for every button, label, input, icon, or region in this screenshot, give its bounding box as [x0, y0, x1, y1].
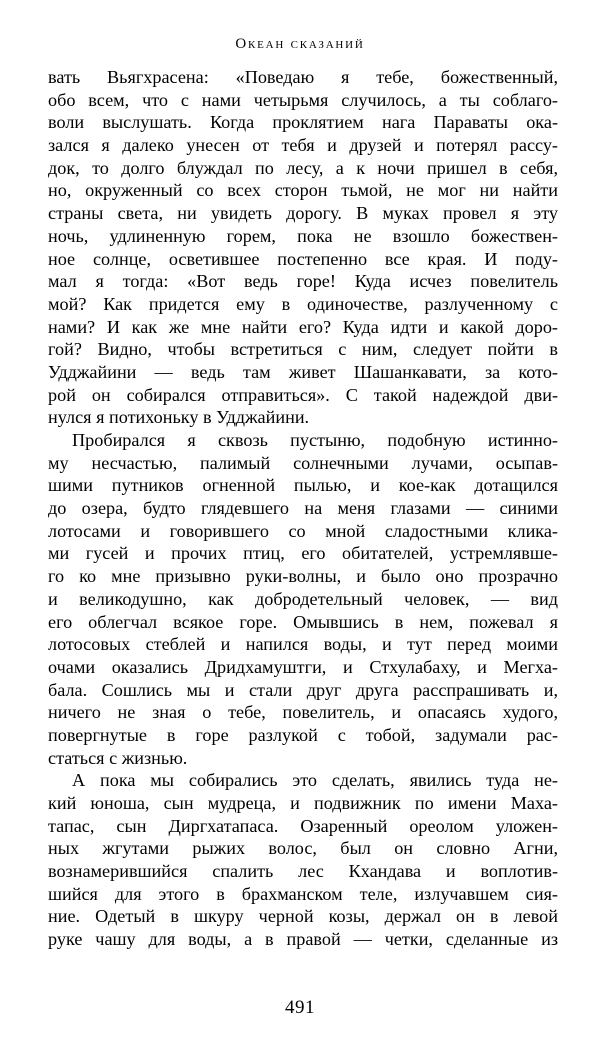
text-line: ние. Одетый в шкуру черной козы, держал он в левой [48, 906, 558, 927]
text-line: воли выслушать. Когда проклятием нага Параваты ока- [48, 112, 558, 133]
text-line: го ко мне призывно руки-волны, и было оно прозрачно [48, 566, 558, 587]
paragraph [48, 429, 558, 769]
text-line: Пробирался я сквозь пустыню, подобную истинно- [72, 430, 558, 450]
text-line: А пока мы собирались это сделать, явились туда не- [72, 770, 558, 791]
text-line: его облегчал всякое горе. Омывшись в нем, пожевал я [48, 611, 558, 632]
text-line: кий юноша, сын мудреца, и подвижник по имени Маха- [48, 793, 558, 813]
body-text [48, 66, 558, 951]
text-line: нулся я потихоньку в Удджайини. [48, 407, 310, 428]
text-line: повергнутые в горе разлукой с тобой, задумали рас- [48, 724, 558, 745]
text-line: гой? Видно, чтобы встретиться с ним, следует пойти в [48, 339, 558, 360]
text-line: ных жгутами рыжих волос, был он словно Агни, [48, 838, 558, 859]
paragraph [48, 66, 558, 429]
text-line: ночь, удлиненную горем, пока не взошло божествен- [48, 225, 558, 246]
text-line: руке чашу для воды, а в правой — четки, сделанные из [48, 929, 558, 950]
text-line: страны света, ни увидеть дорогу. В муках провел я эту [48, 203, 558, 224]
text-line: рой он собирался отправиться». С такой надеждой дви- [48, 384, 558, 405]
text-line: бала. Сошлись мы и стали друг друга расспрашивать и, [48, 679, 558, 700]
text-line: до озера, будто глядевшего на меня глазами — синими [48, 498, 558, 519]
page-number: 491 [285, 997, 315, 1018]
running-head: Океан сказаний [235, 36, 365, 52]
text-line: ное солнце, осветившее постепенно все края. И поду- [48, 248, 558, 269]
text-line: мой? Как придется ему в одиночестве, разлученному с [48, 293, 558, 314]
text-line: ничего не зная о тебе, повелитель, и опасаясь худого, [48, 702, 558, 723]
text-line: шийся для этого в брахманском теле, излучавшем сия- [48, 883, 558, 904]
text-line: Удджайини — ведь там живет Шашанкавати, за кото- [48, 361, 558, 382]
text-line: шими путников огненной пылью, и кое-как дотащился [48, 475, 558, 496]
text-line: обо всем, что с нами четырьмя случилось, а ты соблаго- [48, 89, 558, 110]
text-line: нами? И как же мне найти его? Куда идти и какой доро- [48, 316, 558, 337]
text-line: мал я тогда: «Вот ведь горе! Куда исчез повелитель [48, 271, 558, 292]
text-line: лотосами и говорившего со мной сладостными клика- [48, 520, 558, 541]
text-line: вать Вьягхрасена: «Поведаю я тебе, божественный, [48, 67, 558, 87]
paragraph [48, 769, 558, 951]
text-line: вознамерившийся спалить лес Кхандава и воплотив- [48, 861, 558, 882]
text-line: му несчастью, палимый солнечными лучами, осыпав- [48, 452, 558, 473]
text-line: зался я далеко унесен от тебя и друзей и потерял рассу- [48, 135, 558, 156]
text-line: ми гусей и прочих птиц, его обитателей, устремлявше- [48, 543, 558, 564]
text-line: и великодушно, как добродетельный человек, — вид [48, 588, 558, 609]
text-line: док, то долго блуждал по лесу, а к ночи пришел в себя, [48, 157, 558, 178]
text-line: лотосовых стеблей и напился воды, и тут перед моими [48, 634, 558, 655]
text-line: тапас, сын Диргхатапаса. Озаренный ореолом уложен- [48, 815, 558, 836]
text-line: статься с жизнью. [48, 747, 188, 768]
text-line: но, окруженный со всех сторон тьмой, не мог ни найти [48, 180, 558, 201]
text-line: очами оказались Дридхамуштги, и Стхулабаху, и Мегха- [48, 656, 558, 677]
